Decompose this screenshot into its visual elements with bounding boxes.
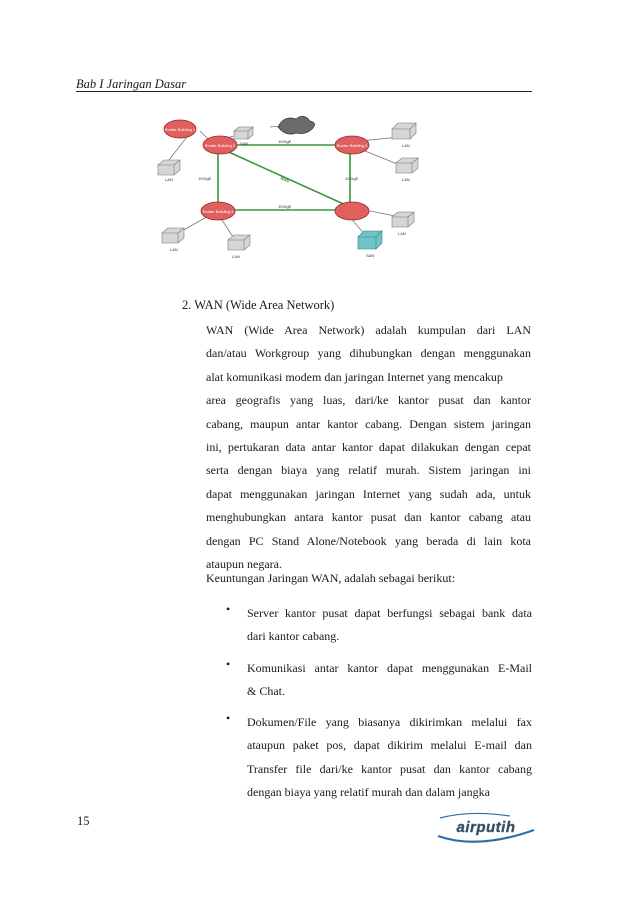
router-building-5 <box>335 202 369 220</box>
svg-text:Router Building 3: Router Building 3 <box>336 143 368 148</box>
paragraph-line: WAN (Wide Area Network) adalah kumpulan dari LAN <box>206 323 531 337</box>
paragraph-line: cabang, maupun antar kantor cabang. Dengan sistem jaringan <box>206 416 531 431</box>
router-building-4 <box>201 202 235 220</box>
paragraph-line: dan/atau Workgroup yang dihubungkan dengan menggunakan <box>206 346 531 361</box>
section-heading: 2. WAN (Wide Area Network) <box>182 298 335 312</box>
paragraph-line: alat komunikasi modem dan jaringan Internet yang mencakup <box>206 369 503 384</box>
label-link-bottom: 10GigE <box>278 204 292 209</box>
svg-text:Router Building 1: Router Building 1 <box>164 127 196 132</box>
benefit-line: dari kantor cabang. <box>247 629 340 644</box>
label-lan: LAN <box>402 143 410 148</box>
paragraph-line: serta dengan biaya yang relatif murah. Sistem jaringan ini <box>206 463 531 478</box>
paragraph-line: area geografis yang luas, dari/ke kantor pusat dan kantor <box>206 393 531 408</box>
lan-device-icon <box>162 228 184 243</box>
router-building-1 <box>164 120 196 138</box>
benefit-line: Komunikasi antar kantor dapat menggunakan E-Mail <box>247 661 532 675</box>
logo-text: airputih <box>456 819 516 836</box>
benefit-line: dengan biaya yang relatif murah dan dalam jangka <box>247 785 490 800</box>
wan-network-diagram <box>150 105 440 270</box>
paragraph-line: menghubungkan antara kantor pusat dan kantor cabang atau <box>206 510 531 525</box>
lan-device-icon <box>392 123 416 139</box>
wan-paragraph <box>206 319 531 576</box>
header-rule <box>76 91 532 92</box>
san-device-icon <box>234 127 253 139</box>
label-link-top: 10GigE <box>278 139 292 144</box>
label-san-bottom: SAN <box>366 253 375 258</box>
paragraph-line: ataupun negara. <box>206 556 282 571</box>
page-number: 15 <box>77 814 90 828</box>
label-wan: WAN <box>279 175 291 184</box>
benefit-line: Transfer file dari/ke kantor pusat dan kantor cabang <box>247 761 532 776</box>
label-san-top: SAN <box>240 141 249 146</box>
svg-text:Router Building 4: Router Building 4 <box>202 209 234 214</box>
paragraph-line: ini, pertukaran data antar kantor dapat dilakukan dengan cepat <box>206 439 531 454</box>
bullet-icon: • <box>226 657 231 671</box>
lan-device-icon <box>392 212 414 227</box>
airputih-logo <box>434 812 538 846</box>
label-lan: LAN <box>165 177 173 182</box>
paragraph-line: dapat menggunakan jaringan Internet yang sudah ada, untuk <box>206 486 531 501</box>
label-lan: LAN <box>398 231 406 236</box>
label-lan: LAN <box>170 247 178 252</box>
svg-text:Router Building 2: Router Building 2 <box>204 143 236 148</box>
label-link-right: 10GigE <box>345 176 359 181</box>
label-link-left: 10GigE <box>198 176 212 181</box>
benefit-line: Dokumen/File yang biasanya dikirimkan melalui fax <box>247 715 532 729</box>
benefit-line: Server kantor pusat dapat berfungsi sebagai bank data <box>247 606 532 620</box>
san-device-teal <box>358 231 382 249</box>
bullet-icon: • <box>226 602 231 616</box>
lan-device-icon <box>158 160 180 175</box>
label-lan: LAN <box>232 254 240 259</box>
cloud-icon <box>278 116 315 134</box>
paragraph-line: dengan PC Stand Alone/Notebook yang berada di lain kota <box>206 533 531 548</box>
lan-device-icon <box>228 235 250 250</box>
san-device-icon <box>358 231 382 249</box>
label-lan: LAN <box>402 177 410 182</box>
benefit-line: ataupun paket pos, dapat dikirim melalui E-mail dan <box>247 738 532 753</box>
page-header-title: Bab I Jaringan Dasar <box>76 77 187 91</box>
router-building-2 <box>203 136 237 154</box>
lan-device-icon <box>396 158 418 173</box>
logo-arc-icon <box>440 813 510 818</box>
benefits-intro: Keuntungan Jaringan WAN, adalah sebagai berikut: <box>206 571 456 585</box>
bullet-icon: • <box>226 711 231 725</box>
router-building-3 <box>335 136 369 154</box>
benefit-line: & Chat. <box>247 684 285 699</box>
